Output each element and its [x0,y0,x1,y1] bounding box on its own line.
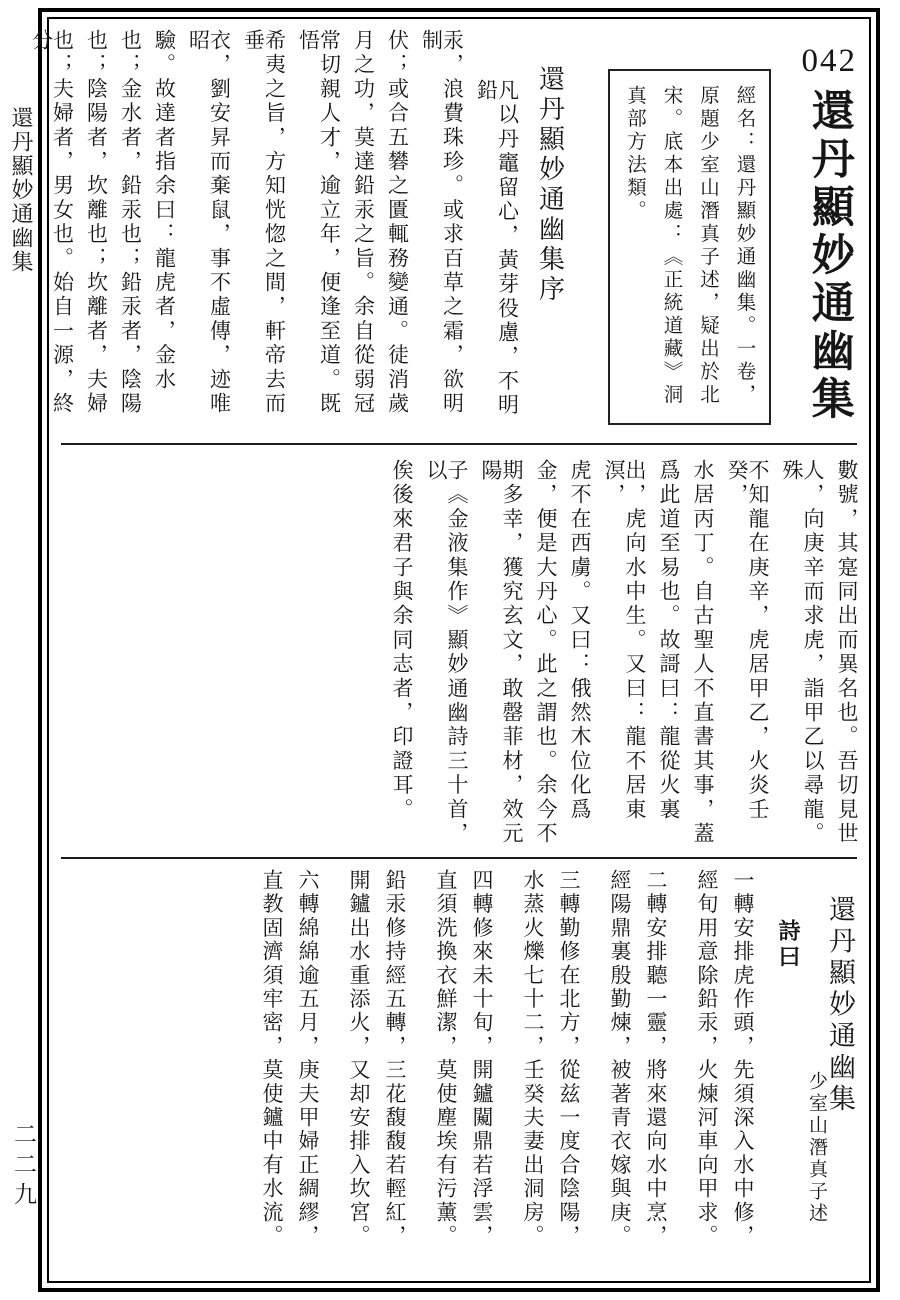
poem-line: 二轉安排聽一靈，將來還向水中烹， [644,869,668,1249]
preface-column: 爲此道至易也。故謌曰：龍從火裏 [657,459,681,822]
poem-line: 經旬用意除鉛汞，火煉河車向甲求。 [695,869,719,1249]
info-column: 真部方法類。 [624,85,645,223]
preface-column: 伏；或合五礬之匱輒務變通。徒消歲 [385,29,410,417]
middle-section [49,445,869,857]
preface-column: 衣，劉安昇而棄鼠，事不虛傳，迹唯昭 [186,29,232,417]
top-section [29,19,869,443]
page-title: 還丹顯妙通幽集 [805,88,853,424]
info-column: 宋。底本出處：《正統道藏》洞 [660,85,682,407]
poem-couplet [261,869,318,1248]
page-number: 二二九 [11,1122,36,1212]
preface-column: 也；金水者，鉛汞也；鉛汞者，陰陽 [118,29,143,417]
preface-column: 俟後來君子與余同志者，印證耳。 [390,459,414,822]
poem-line: 三轉勤修在北方，從兹一度合陰陽， [557,869,581,1249]
poem-couplet [348,869,405,1248]
poem-line: 鉛汞修持經五轉，三花馥馥若輕紅， [383,869,407,1249]
work-title: 還丹顯妙通幽集 [825,895,855,1116]
preface-column: 不知龍在庚辛，虎居甲乙，火炎壬癸， [725,459,770,822]
preface-column: 常切親人才，逾立年，便逢至道。既悟 [296,29,342,417]
info-column: 經名：還丹顯妙通幽集。一卷， [733,85,755,407]
scripture-info-box [608,69,771,425]
poem-line: 六轉綿綿逾五月，庚夫甲婦正綢繆， [296,869,320,1249]
preface-column: 虎不在西虜。又曰：俄然木位化爲 [568,459,592,822]
preface-column: 金，便是大丹心。此之謂也。余今不 [534,459,558,847]
poem-couplet [696,869,753,1248]
preface-column: 驗。故達者指余曰：龍虎者，金水 [152,29,177,392]
preface-column: 數號，其寔同出而異名也。吾切見世 [835,459,859,847]
preface-column: 也；陰陽者，坎離也；坎離者，夫婦 [84,29,109,417]
preface-column: 希夷之旨，方知恍惚之間，軒帝去而垂 [241,29,287,417]
volume-title-block [802,45,858,424]
poem-couplet [522,869,579,1248]
page-frame-inner [29,17,871,1283]
poem-line: 直教固濟須牢密，莫使鑪中有水流。 [260,869,284,1249]
poem-line: 水蒸火爍七十二，壬癸夫妻出洞房。 [521,869,545,1249]
bottom-section [49,859,869,1281]
page-frame [29,8,880,1292]
preface-column: 月之功，莫達鉛汞之旨。余自從弱冠 [351,29,376,417]
preface-column: 汞，浪費珠珍。或求百草之霜，欲明制 [419,29,465,417]
preface-column: 期多幸，獲究玄文，敢罄菲材，效元陽 [479,459,524,847]
preface-column: 出，虎向水中生。又曰：龍不居東溟， [602,459,647,822]
poem-line: 經陽鼎裏殷勤煉，被著青衣嫁與庚。 [608,869,632,1249]
poem-line: 直須洗換衣鮮潔，莫使塵埃有污薰。 [434,869,458,1249]
poem-line: 四轉修來未十旬，開鑪闚鼎若浮雲， [470,869,494,1249]
info-column: 原題少室山潛真子述，疑出於北 [697,85,718,407]
poem-line: 一轉安排虎作頭，先須深入水中修， [731,869,755,1249]
preface-column: 水居丙丁。自古聖人不直書其事，蓋 [691,459,715,847]
preface-heading: 還丹顯妙通幽集序 [535,65,565,305]
preface-column: 也；夫婦者，男女也。始自一源，終分 [29,29,75,417]
poem-heading: 詩曰 [776,919,801,971]
poem-line: 開鑪出水重添火，又却安排入坎宮。 [347,869,371,1249]
preface-column: 凡以丹竈留心，黃芽役慮，不明鉛 [474,79,520,418]
volume-number: 042 [801,43,857,79]
poem-couplet [435,869,492,1248]
author-attribution: 少室山潛真子述 [806,1071,827,1225]
preface-column: 子《金液集作》顯妙通幽詩三十首，以 [424,459,469,847]
poem-couplet [609,869,666,1248]
spine-title: 還丹顯妙通幽集 [9,106,34,274]
preface-column: 人，向庚辛而求虎，詣甲乙以尋龍。殊 [780,459,825,847]
